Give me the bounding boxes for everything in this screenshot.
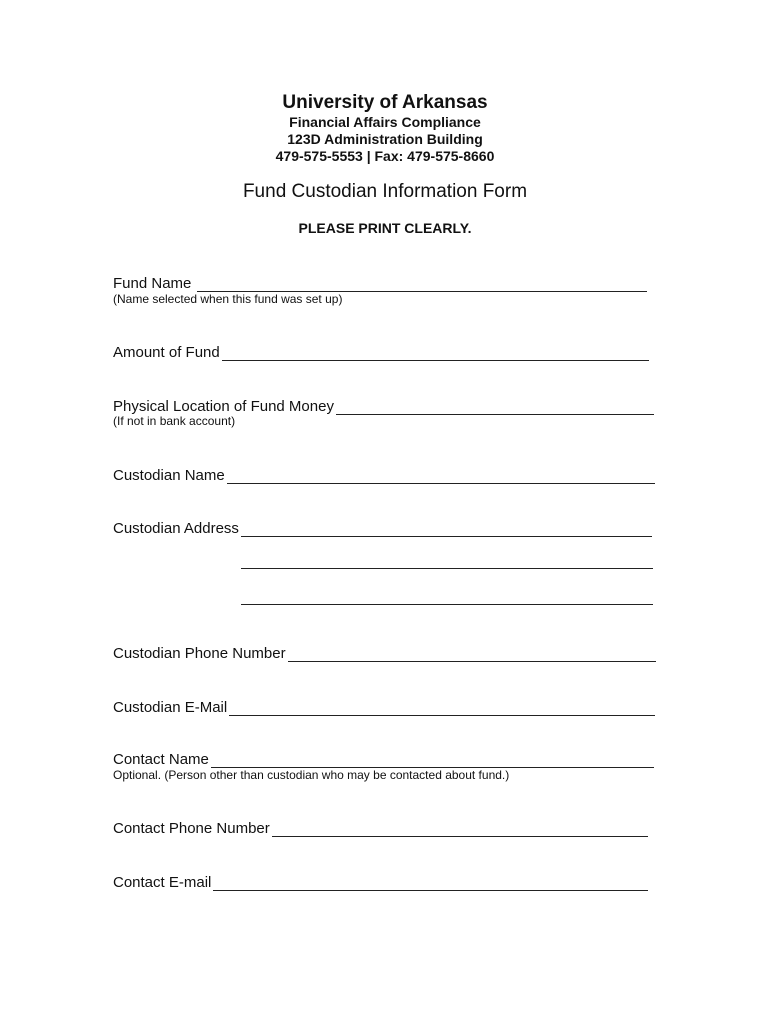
location-note: (If not in bank account): [113, 414, 236, 428]
contact-name-note: Optional. (Person other than custodian who may be contacted about fund.): [113, 768, 510, 782]
form-title: Fund Custodian Information Form: [242, 181, 528, 202]
custodian-address-line-3[interactable]: [241, 603, 653, 605]
custodian-name-field[interactable]: [113, 464, 655, 484]
custodian-email-input-line[interactable]: [229, 699, 655, 716]
fund-name-label: Fund Name: [113, 275, 192, 292]
amount-field[interactable]: [113, 341, 649, 361]
contact-email-label: Contact E-mail: [113, 874, 212, 891]
university-title: University of Arkansas: [282, 92, 488, 113]
print-instruction: PLEASE PRINT CLEARLY.: [298, 220, 472, 236]
amount-label: Amount of Fund: [113, 344, 220, 361]
custodian-name-label: Custodian Name: [113, 467, 225, 484]
department-name: Financial Affairs Compliance: [289, 114, 481, 130]
contact-email-field[interactable]: [113, 871, 648, 891]
custodian-name-input-line[interactable]: [227, 467, 655, 484]
contact-phone-input-line[interactable]: [272, 820, 648, 837]
contact-name-input-line[interactable]: [211, 751, 654, 768]
custodian-email-label: Custodian E-Mail: [113, 699, 228, 716]
contact-phone-label: Contact Phone Number: [113, 820, 270, 837]
custodian-phone-label: Custodian Phone Number: [113, 645, 286, 662]
contact-phone-field[interactable]: [113, 817, 648, 837]
contact-email-input-line[interactable]: [213, 874, 648, 891]
fund-name-field[interactable]: [113, 272, 647, 292]
fund-name-note: (Name selected when this fund was set up): [113, 292, 343, 306]
custodian-address-line-2[interactable]: [241, 567, 653, 569]
location-field[interactable]: [113, 395, 654, 415]
custodian-phone-input-line[interactable]: [288, 645, 656, 662]
contact-name-label: Contact Name: [113, 751, 209, 768]
custodian-email-field[interactable]: [113, 696, 655, 716]
custodian-phone-field[interactable]: [113, 642, 656, 662]
building-address: 123D Administration Building: [287, 131, 483, 147]
location-input-line[interactable]: [336, 398, 654, 415]
custodian-address-field[interactable]: [113, 517, 652, 537]
custodian-address-input-line[interactable]: [241, 520, 652, 537]
fund-name-input-line[interactable]: [197, 275, 647, 292]
custodian-address-label: Custodian Address: [113, 520, 239, 537]
amount-input-line[interactable]: [222, 344, 649, 361]
location-label: Physical Location of Fund Money: [113, 398, 334, 415]
phone-fax: 479-575-5553 | Fax: 479-575-8660: [275, 148, 495, 164]
contact-name-field[interactable]: [113, 748, 654, 768]
